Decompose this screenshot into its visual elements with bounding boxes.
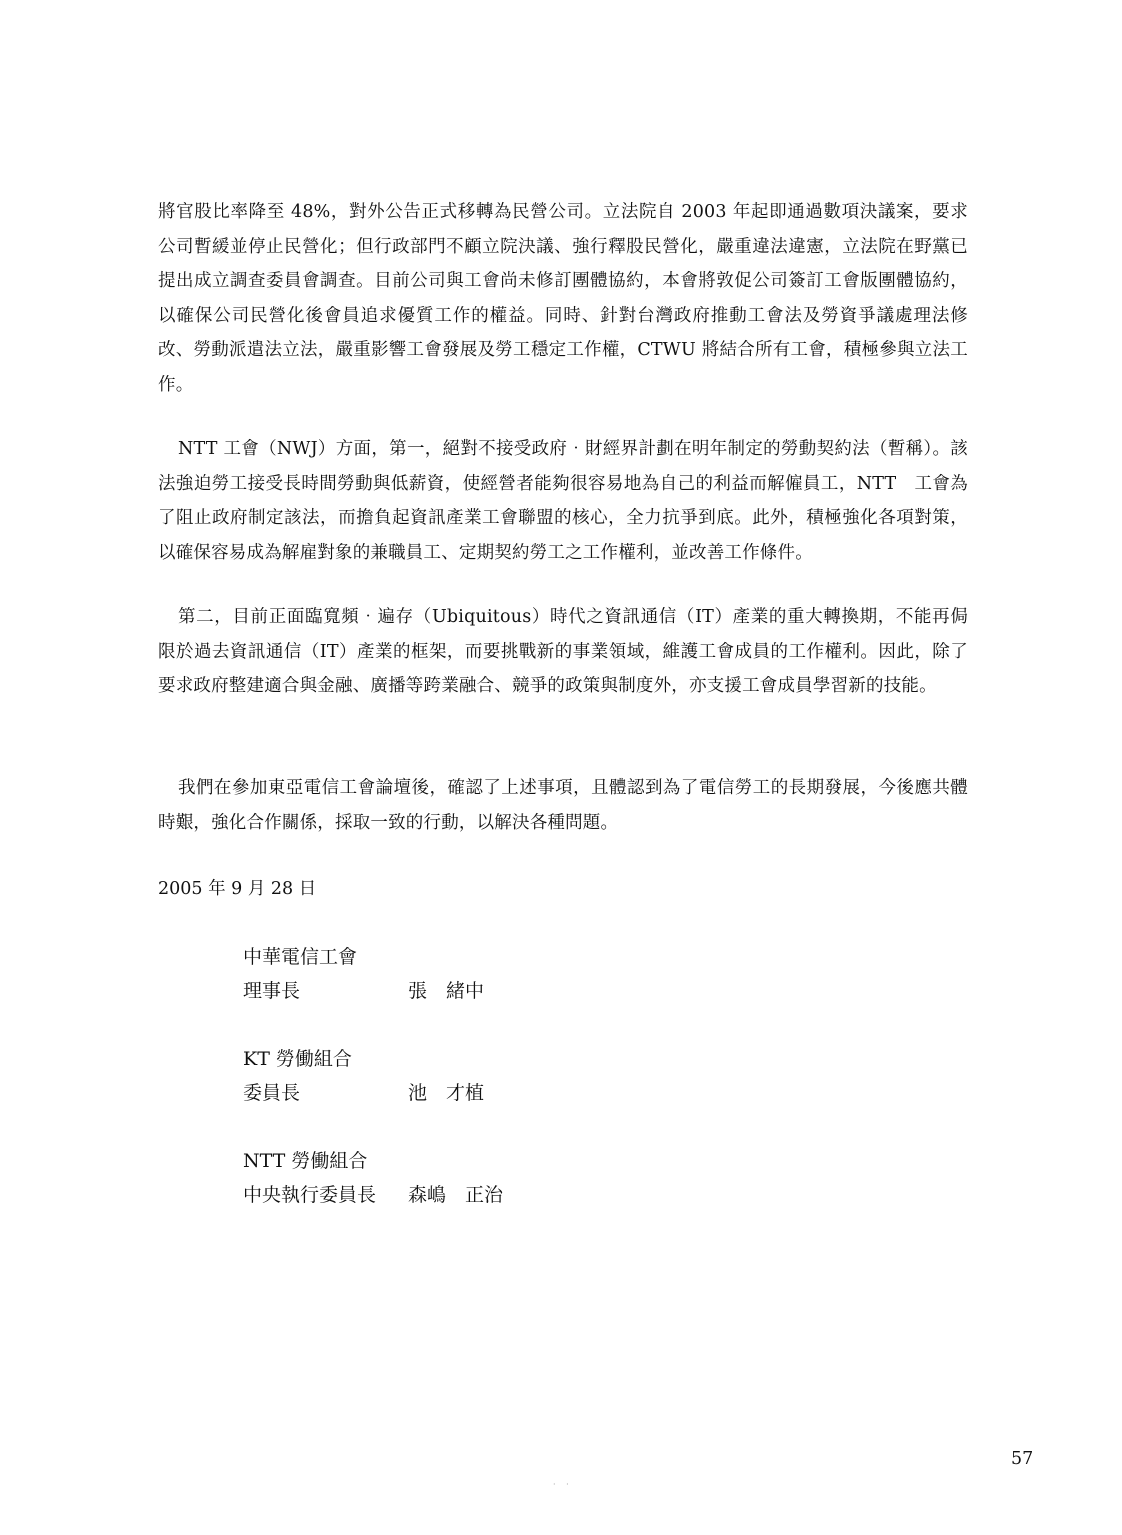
signatory-name: 森嶋 正治 xyxy=(408,1184,504,1206)
body-paragraph-3 xyxy=(158,600,968,704)
signatory-role: 中央執行委員長 xyxy=(243,1184,377,1206)
signatory-name: 池 才植 xyxy=(408,1082,485,1104)
signatory-block xyxy=(243,940,484,1008)
signatory-role: 委員長 xyxy=(243,1082,301,1104)
page-number: 57 xyxy=(1011,1449,1034,1469)
body-paragraph-4 xyxy=(158,771,968,840)
paragraph-text: 將官股比率降至 48%，對外公告正式移轉為民營公司。立法院自 2003 年起即通過數項決議案，要求公司暫緩並停止民營化；但行政部門不顧立院決議、強行釋股民營化，嚴重違法違憲，立法院在野黨已提出成立調查委員會調查。目前公司與工會尚未修訂團體協約，本會將敦促公司簽訂工會版團體協約，以確保公司民營化後會員追求優質工作的權益。同時、針對台灣政府推動工會法及勞資爭議處理法修改、勞動派遣法立法，嚴重影響工會發展及勞工穩定工作權，CTWU 將結合所有工會，積極參與立法工作。 xyxy=(158,202,968,395)
scan-marks: · · xyxy=(553,1480,573,1489)
signatory-role: 理事長 xyxy=(243,980,301,1002)
signatory-organization: NTT 勞働組合 xyxy=(243,1150,368,1172)
signatory-row xyxy=(243,1076,484,1110)
signatory-row xyxy=(243,1178,503,1212)
paragraph-text: 我們在參加東亞電信工會論壇後，確認了上述事項，且體認到為了電信勞工的長期發展，今後應共體時艱，強化合作關係，採取一致的行動，以解決各種問題。 xyxy=(158,778,968,833)
signatory-row xyxy=(243,974,484,1008)
signatory-organization: KT 勞働組合 xyxy=(243,1048,352,1070)
signatory-name: 張 緒中 xyxy=(408,980,485,1002)
body-paragraph-2 xyxy=(158,432,968,570)
body-paragraph-1 xyxy=(158,195,968,402)
signatory-block xyxy=(243,1042,484,1110)
signatory-organization: 中華電信工會 xyxy=(243,946,358,968)
document-date: 2005 年 9 月 28 日 xyxy=(158,879,317,899)
signatory-block xyxy=(243,1144,503,1212)
paragraph-text: 第二，目前正面臨寬頻‧遍存（Ubiquitous）時代之資訊通信（IT）產業的重大轉換期，不能再侷限於過去資訊通信（IT）產業的框架，而要挑戰新的事業領域，維護工會成員的工作權利。因此，除了要求政府整建適合與金融、廣播等跨業融合、競爭的政策與制度外，亦支援工會成員學習新的技能。 xyxy=(158,607,968,696)
paragraph-text: NTT 工會（NWJ）方面，第一，絕對不接受政府‧財經界計劃在明年制定的勞動契約法（暫稱）。該法強迫勞工接受長時間勞動與低薪資，使經營者能夠很容易地為自己的利益而解僱員工，NTT 工會為了阻止政府制定該法，而擔負起資訊產業工會聯盟的核心，全力抗爭到底。此外，積極強化各項對策，以確保容易成為解雇對象的兼職員工、定期契約勞工之工作權利，並改善工作條件。 xyxy=(158,439,968,563)
